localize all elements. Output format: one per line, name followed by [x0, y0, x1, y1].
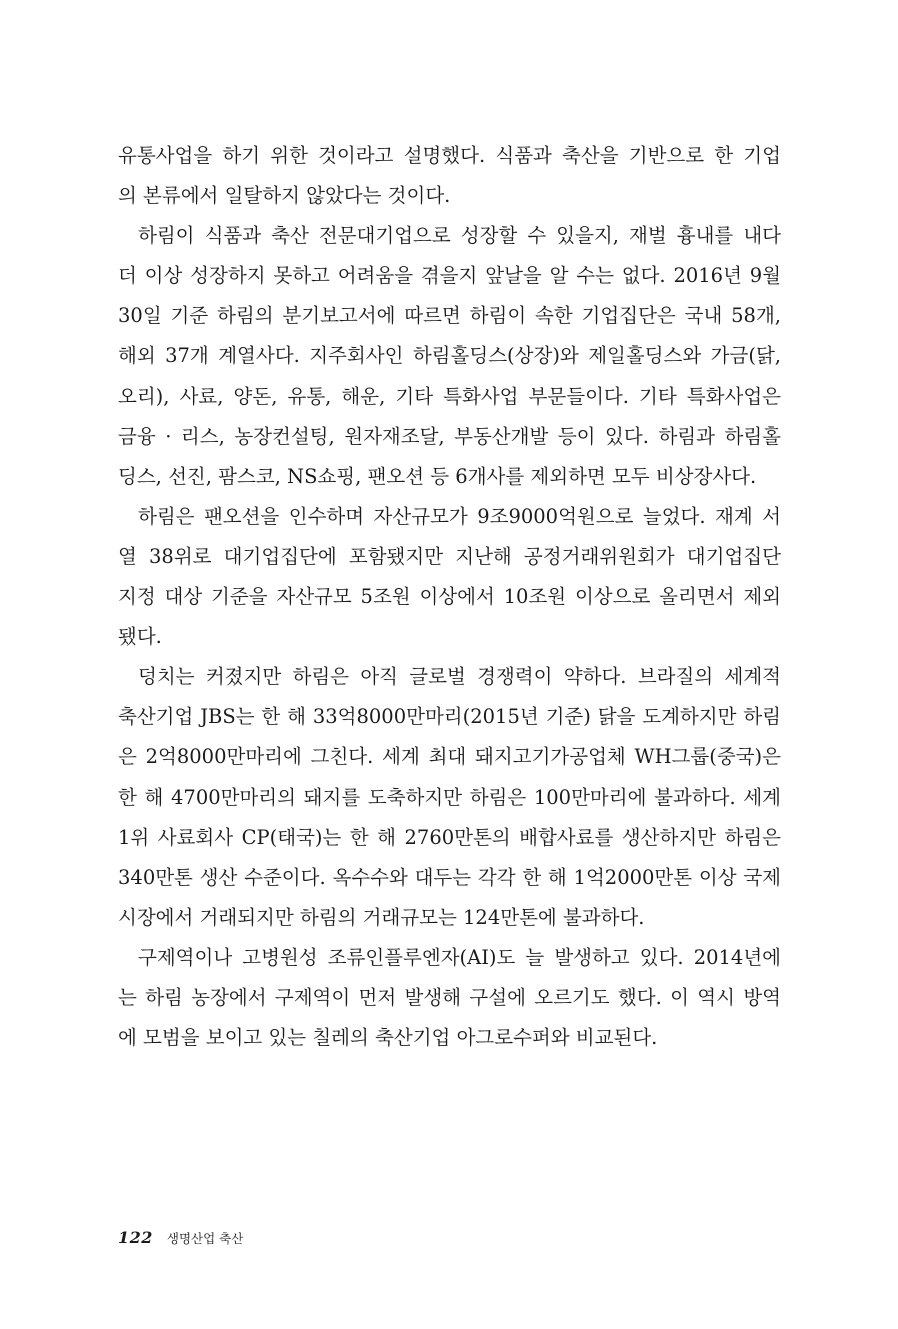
text-line: 유통사업을 하기 위한 것이라고 설명했다. 식품과 축산을 기반으로 한 기업 [118, 144, 781, 167]
text-line: 딩스, 선진, 팜스코, NS쇼핑, 팬오션 등 6개사를 제외하면 모두 비상장사다. [118, 464, 757, 488]
page-number: 122 [118, 1228, 153, 1247]
text-line: 지정 대상 기준을 자산규모 5조원 이상에서 10조원 이상으로 올리면서 제외 [118, 585, 781, 609]
text-line: 오리), 사료, 양돈, 유통, 해운, 기타 특화사업 부문들이다. 기타 특화사업은 [118, 384, 781, 408]
text-line: 열 38위로 대기업집단에 포함됐지만 지난해 공정거래위원회가 대기업집단 [118, 544, 781, 568]
text-line: 축산기업 JBS는 한 해 33억8000만마리(2015년 기준) 닭을 도계하지만 하림 [118, 705, 781, 729]
text-line: 해외 37개 계열사다. 지주회사인 하림홀딩스(상장)와 제일홀딩스와 가금(닭, [118, 344, 781, 368]
text-line: 하림은 팬오션을 인수하며 자산규모가 9조9000억원으로 늘었다. 재계 서 [138, 504, 781, 528]
text-line: 시장에서 거래되지만 하림의 거래규모는 124만톤에 불과하다. [118, 905, 645, 929]
text-line: 1위 사료회사 CP(태국)는 한 해 2760만톤의 배합사료를 생산하지만 하림은 [118, 825, 781, 849]
text-line: 는 하림 농장에서 구제역이 먼저 발생해 구설에 오르기도 했다. 이 역시 방역 [118, 985, 781, 1009]
text-line: 의 본류에서 일탈하지 않았다는 것이다. [118, 184, 451, 208]
text-line: 30일 기준 하림의 분기보고서에 따르면 하림이 속한 기업집단은 국내 58개, [118, 304, 781, 328]
text-line: 됐다. [118, 625, 162, 649]
page-footer [118, 1226, 243, 1250]
text-line: 금융 · 리스, 농장컨설팅, 원자재조달, 부동산개발 등이 있다. 하림과 하림홀 [118, 424, 781, 448]
body-text [118, 136, 781, 1058]
text-line: 한 해 4700만마리의 돼지를 도축하지만 하림은 100만마리에 불과하다. 세계 [118, 785, 781, 809]
text-line: 덩치는 커졌지만 하림은 아직 글로벌 경쟁력이 약하다. 브라질의 세계적 [138, 665, 781, 689]
text-line: 은 2억8000만마리에 그친다. 세계 최대 돼지고기가공업체 WH그룹(중국)은 [118, 745, 781, 769]
text-line: 하림이 식품과 축산 전문대기업으로 성장할 수 있을지, 재벌 흉내를 내다 [138, 224, 781, 248]
text-line: 에 모범을 보이고 있는 칠레의 축산기업 아그로수퍼와 비교된다. [118, 1026, 658, 1050]
text-line: 구제역이나 고병원성 조류인플루엔자(AI)도 늘 발생하고 있다. 2014년에 [138, 945, 781, 969]
text-line: 더 이상 성장하지 못하고 어려움을 겪을지 앞날을 알 수는 없다. 2016년 9월 [118, 264, 781, 288]
running-head: 생명산업 축산 [166, 1231, 244, 1246]
text-line: 340만톤 생산 수준이다. 옥수수와 대두는 각각 한 해 1억2000만톤 이상 국제 [118, 865, 781, 889]
